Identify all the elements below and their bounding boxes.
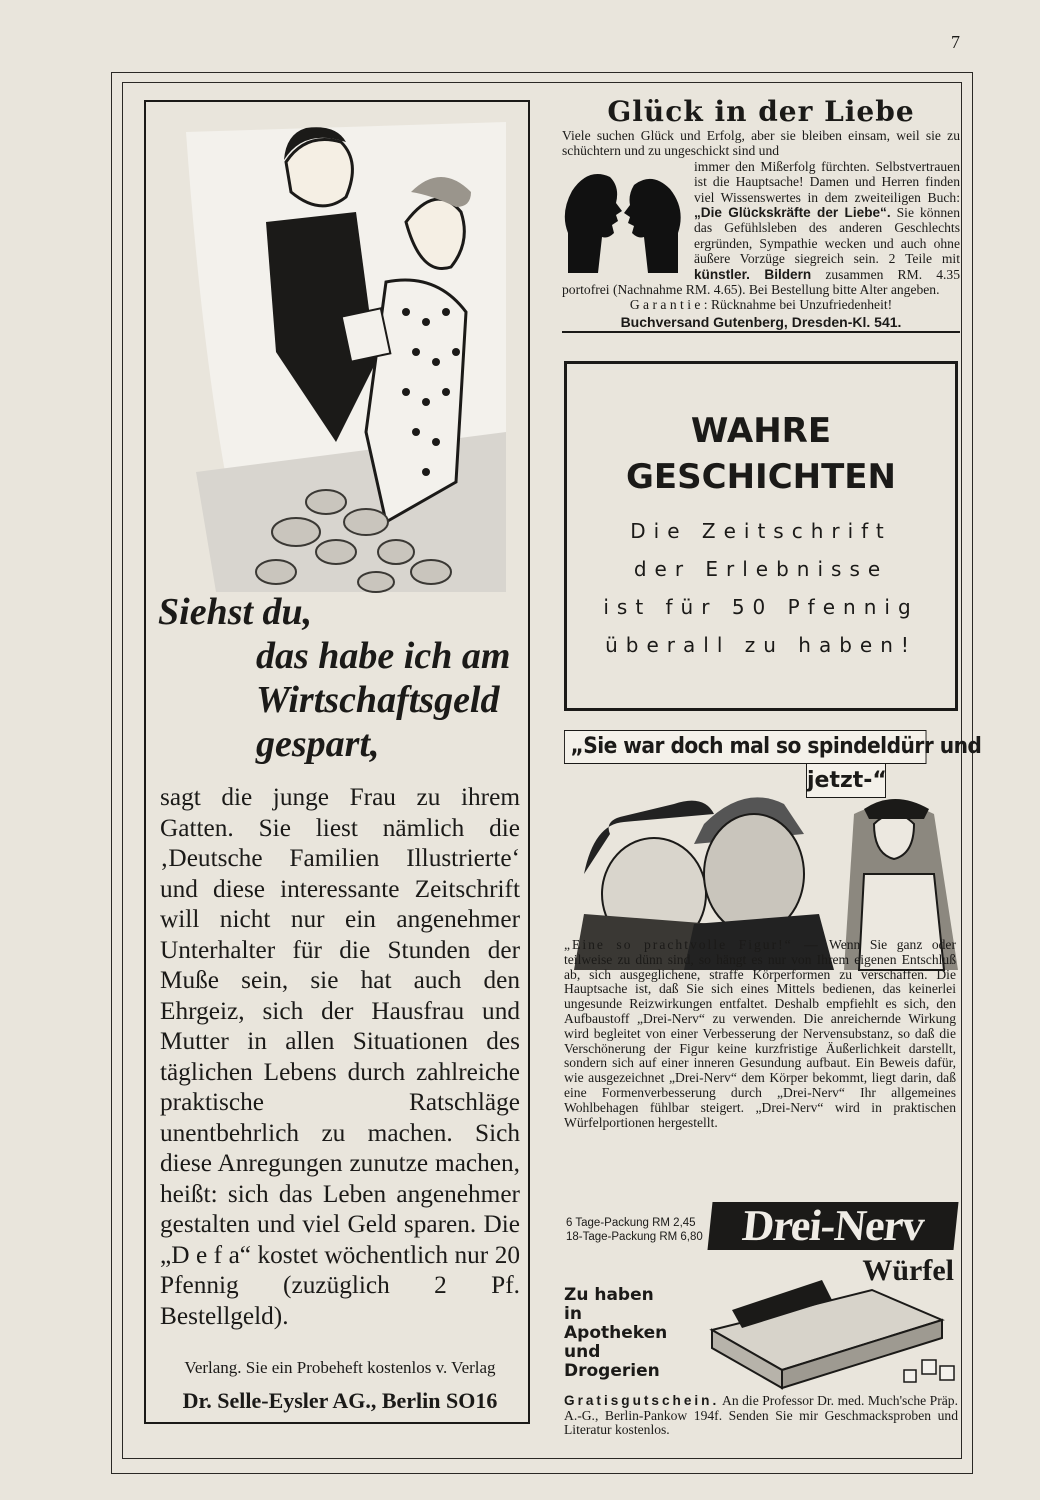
nerv-availability-line: Drogerien <box>564 1361 660 1381</box>
wahre-tagline-line: Die Zeitschrift <box>630 519 892 543</box>
page-number: 7 <box>951 32 960 52</box>
wahre-tagline-line: der Erlebnisse <box>633 557 889 581</box>
kissing-silhouette-icon <box>558 163 688 273</box>
product-box-illustration <box>672 1270 958 1390</box>
sample-copy-note: Verlang. Sie ein Probeheft kostenlos v. Verlag <box>184 1358 496 1377</box>
defa-headline <box>146 590 532 766</box>
nerv-availability-line: in <box>564 1304 582 1324</box>
defa-body-paragraph: sagt die junge Frau zu ihrem Gatten. Sie liest nämlich die ‚Deutsche Familien Illustrierte‘ und diese interessante Zeitschrift will nicht nur ein angenehmer Unterhalter für die Stunden der Muße sein, sie hat auch den Ehrgeiz, sich der Hausfrau und Mutter in allen Situationen des täglichen Lebens durch zahlreiche praktische Ratschläge unentbehrlich zu machen. Sich diese Anregungen zunutze machen, heißt: sich das Leben angenehmer gestalten und viel Geld sparen. Die „D e f a“ kostet wöchentlich nur 20 Pfennig (zuzüglich 2 Pf. Bestellgeld). <box>160 783 520 1330</box>
headline-line: gespart, <box>256 723 380 765</box>
nerv-coupon-text: An die Professor Dr. med. Much'sche Präp. A.-G., Berlin-Pankow 194f. Senden Sie mir Geschmacksproben und Literatur kostenlos. <box>564 1393 958 1438</box>
glueck-text-2: Sie können das Gefühlsleben des anderen Geschlechts ergründen, Sympathie wecken und auch ohne äußere Vorzüge siegreich sein. 2 Teile mit <box>694 205 960 267</box>
nerv-coupon <box>564 1394 958 1438</box>
wahre-tagline-line: überall zu haben! <box>605 633 917 657</box>
headline-line: das habe ich am <box>256 635 511 677</box>
wahre-geschichten-advertisement <box>564 361 958 711</box>
headline-line: Wirtschaftsgeld <box>256 679 500 721</box>
glueck-guarantee: G a r a n t i e : Rücknahme bei Unzufriedenheit! <box>629 297 893 313</box>
nerv-prices <box>566 1216 703 1244</box>
glueck-footer: Buchversand Gutenberg, Dresden-Kl. 541. <box>562 314 960 333</box>
nerv-availability-line: und <box>564 1342 601 1362</box>
defa-body-text <box>160 782 520 1331</box>
glueck-advertisement <box>562 96 960 354</box>
glueck-book-title: „Die Glückskräfte der Liebe“. <box>694 205 891 221</box>
nerv-availability-line: Zu haben <box>564 1285 654 1305</box>
drei-nerv-advertisement <box>562 730 982 1450</box>
drei-nerv-logo-sub: Würfel <box>862 1254 954 1287</box>
glueck-body <box>562 159 960 298</box>
nerv-availability-line: Apotheken <box>564 1323 668 1343</box>
glueck-intro: Viele suchen Glück und Erfolg, aber sie bleiben einsam, weil sie zu schüchtern und zu ungeschickt sind und <box>562 128 960 159</box>
wahre-title <box>567 408 955 500</box>
nerv-coupon-label: Gratisgutschein. <box>564 1393 720 1408</box>
drei-nerv-logo: Drei-Nerv <box>707 1202 958 1250</box>
publisher-address: Dr. Selle-Eysler AG., Berlin SO16 <box>182 1388 498 1413</box>
defa-advertisement <box>144 100 530 1424</box>
couple-with-coins-illustration <box>176 112 506 592</box>
nerv-availability <box>564 1286 684 1381</box>
nerv-quote-box: „Sie war doch mal so spindeldürr und <box>564 730 926 764</box>
wahre-title-line: WAHRE <box>690 411 832 451</box>
glueck-bold-pictures: künstler. Bildern <box>694 266 812 282</box>
nerv-exclaim: „Eine so prachtvolle Figur!“ — <box>564 937 820 952</box>
headline-line: Siehst du, <box>158 591 313 633</box>
nerv-body-text <box>564 938 956 1130</box>
glueck-title: Glück in der Liebe <box>607 95 915 128</box>
nerv-body: Wenn Sie ganz oder teilweise zu dünn sind, so hängt es nur von Ihrem eigenen Entschluß ab, sich ausgeglichene, straffe Körperformen zu verschaffen. Die Hauptsache ist, daß Sie sich eines Mittels bedienen, das keinerlei ungesunde Reizwirkungen entfaltet. Deshalb empfiehlt es sich, den Aufbaustoff „Drei-Nerv“ zu verwenden. Die anreichernde Wirkung wird begleitet von einer Verbesserung der Nervensubstanz, so daß die Verschönerung der Figur keine kurzfristige Äußerlichkeit darstellt, sondern sich auf einer inneren Gesundung aufbaut. Ein Beweis dafür, wie ausgezeichnet „Drei-Nerv“ dem Körper bekommt, liegt darin, daß eine Formenverbesserung durch „Drei-Nerv“ Ihr allgemeines Wohlbehagen fühlbar steigert. „Drei-Nerv“ wird in praktischen Würfelportionen hergestellt. <box>564 937 956 1130</box>
glueck-text-1: immer den Mißerfolg fürchten. Selbstvertrauen ist die Hauptsache! Damen und Herren finden viel Wissenswertes in dem zweiteiligen Buch: <box>694 158 960 205</box>
nerv-price-line: 18-Tage-Packung RM 6,80 <box>566 1231 703 1243</box>
nerv-price-line: 6 Tage-Packung RM 2,45 <box>566 1217 696 1229</box>
glueck-text-3: zusammen RM. 4.35 portofrei (Nachnahme RM. 4.65). Bei Bestellung bitte Alter angeben. <box>562 266 960 298</box>
wahre-title-line: GESCHICHTEN <box>626 457 896 497</box>
wahre-tagline <box>567 512 955 664</box>
nerv-quote-box-2: jetzt-“ <box>806 764 886 798</box>
wahre-tagline-line: ist für 50 Pfennig <box>603 595 919 619</box>
